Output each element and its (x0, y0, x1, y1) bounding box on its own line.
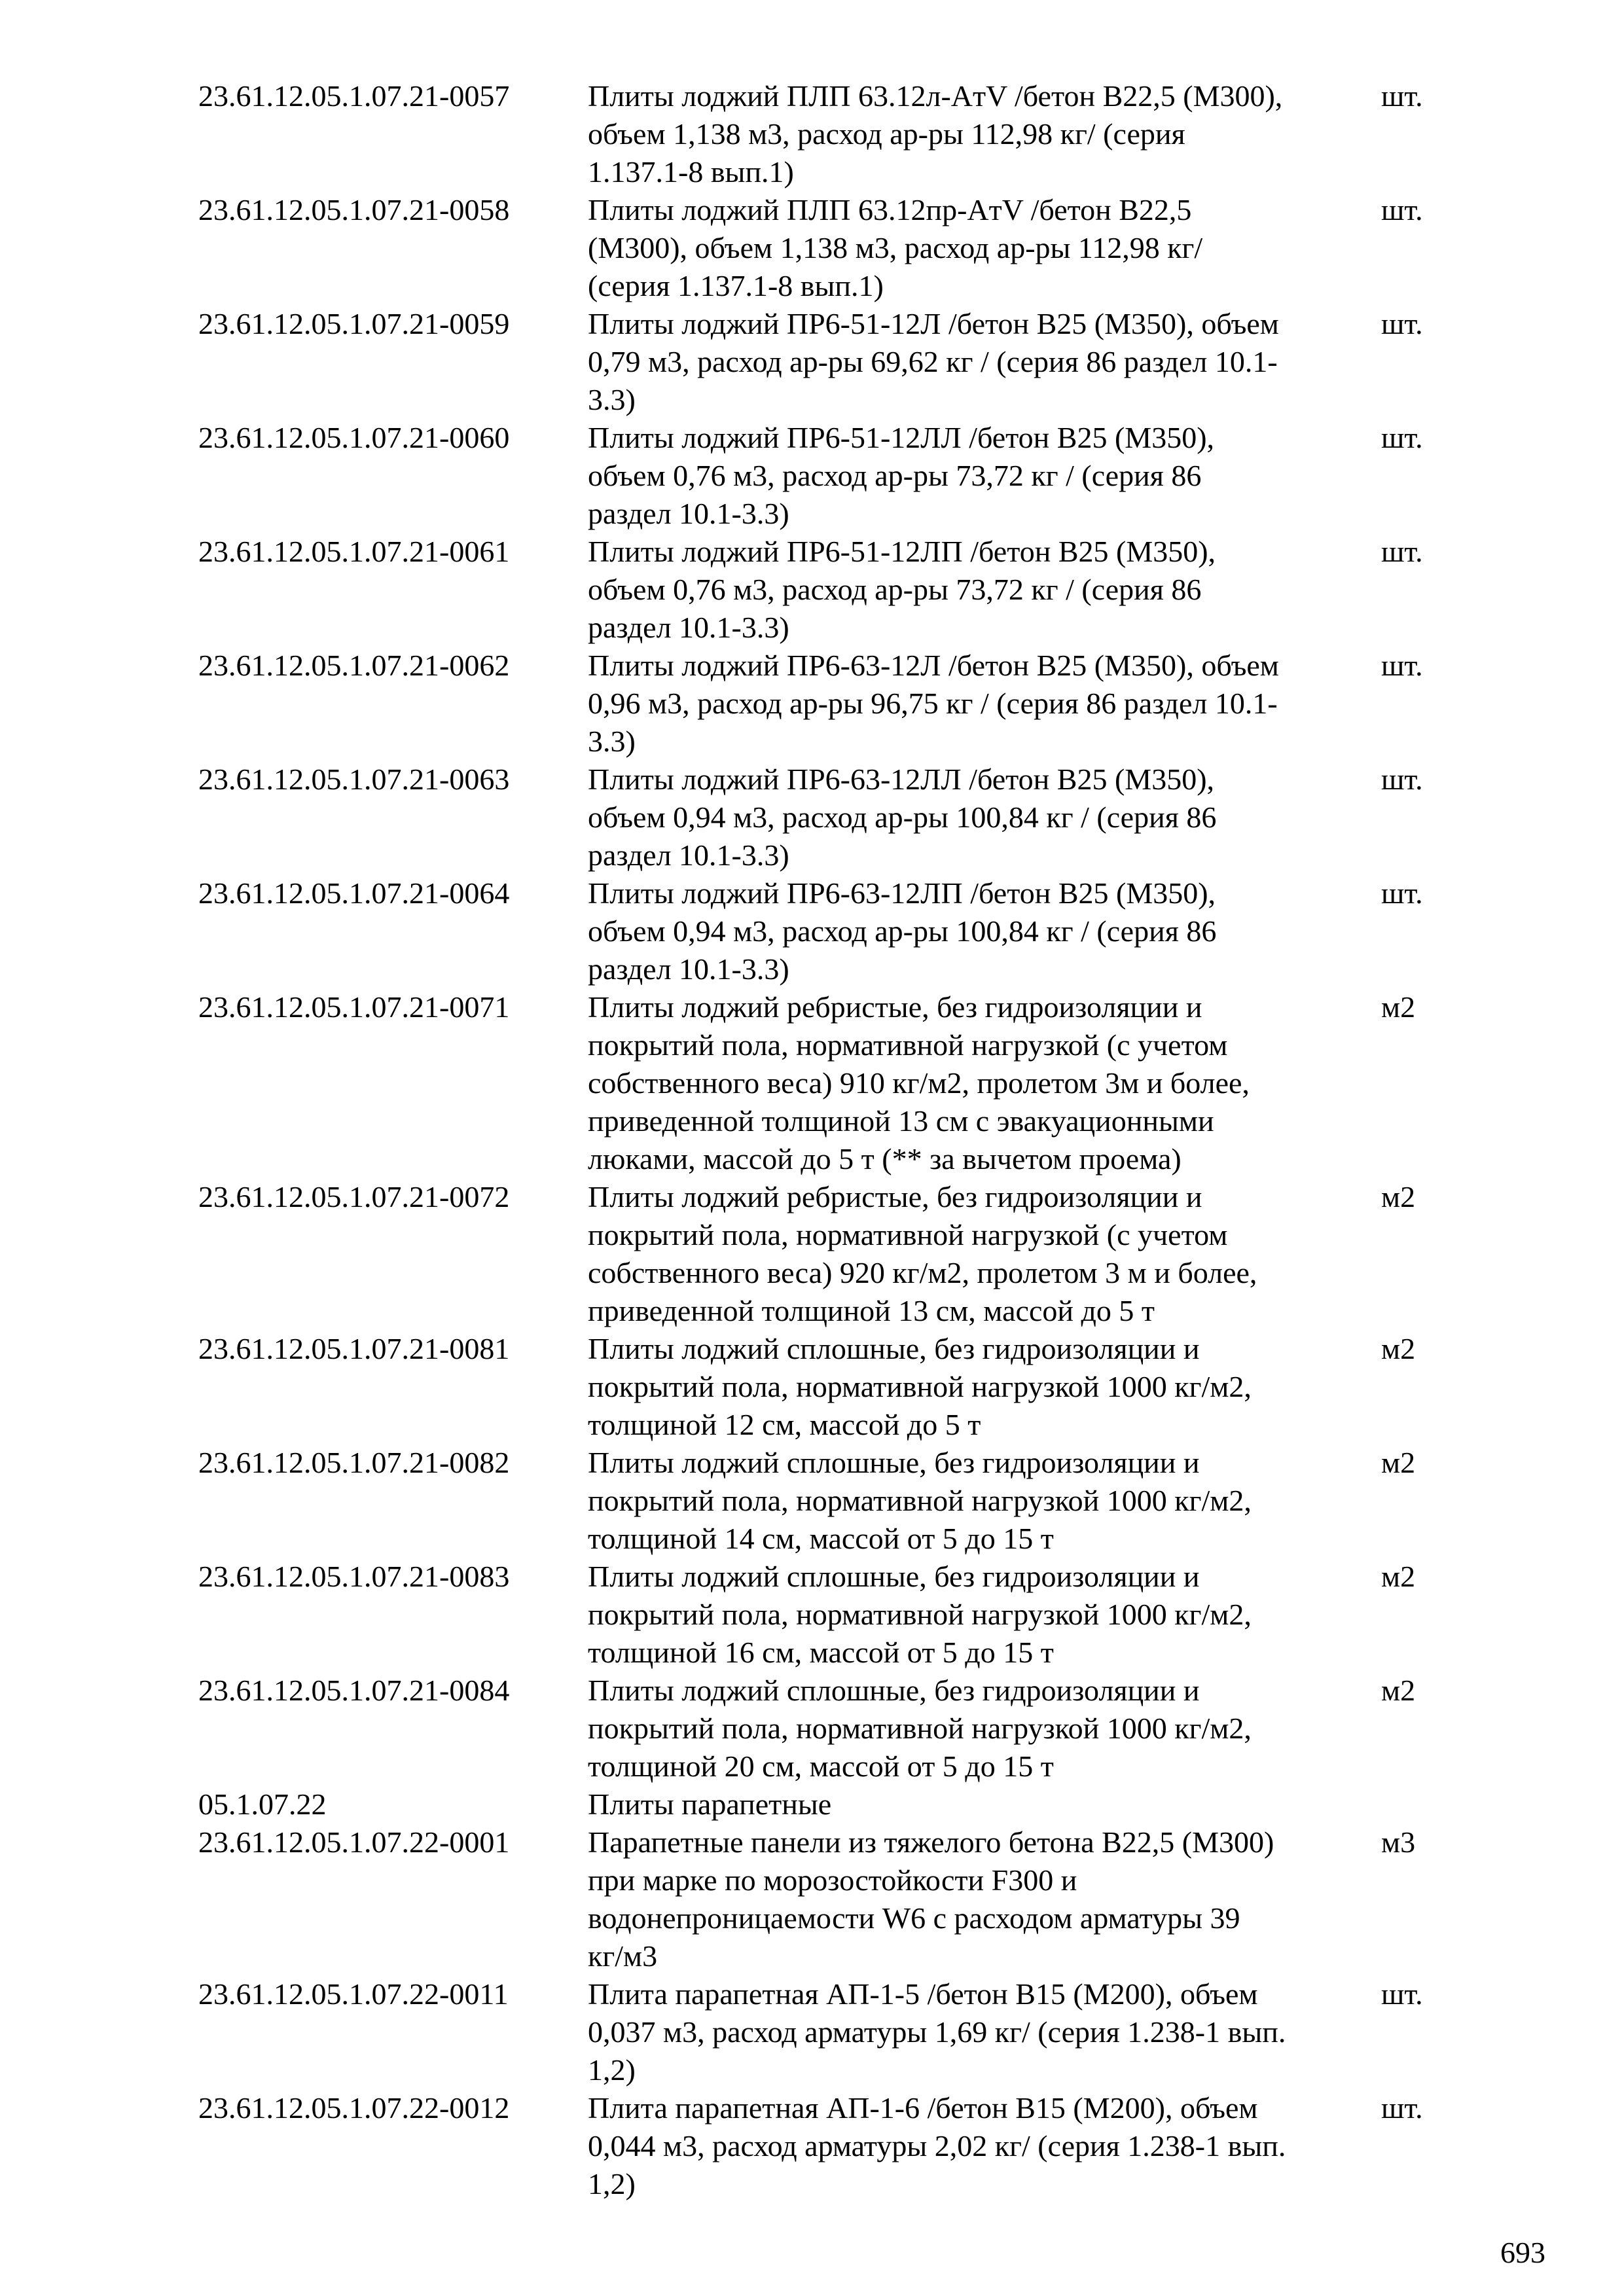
item-description: Плиты лоджий ПЛП 63.12л-AтV /бетон В22,5 (М300), объем 1,138 м3, расход ар-ры 112,98 кг/ (серия 1.137.1-8 вып.1) (588, 79, 1283, 188)
item-unit: шт. (1381, 307, 1423, 340)
table-row (198, 419, 1442, 533)
item-unit: м2 (1381, 990, 1416, 1024)
item-code: 23.61.12.05.1.07.21-0081 (198, 1332, 510, 1365)
item-code: 23.61.12.05.1.07.21-0083 (198, 1560, 510, 1593)
item-unit: шт. (1381, 876, 1423, 910)
table-row (198, 761, 1442, 874)
item-description: Плита парапетная АП-1-5 /бетон В15 (М200), объем 0,037 м3, расход арматуры 1,69 кг/ (серия 1.238-1 вып. 1,2) (588, 1977, 1286, 2087)
table-row (198, 533, 1442, 647)
item-description: Плиты лоджий ПР6-51-12Л /бетон В25 (М350), объем 0,79 м3, расход ар-ры 69,62 кг / (серия 86 раздел 10.1- 3.3) (588, 307, 1279, 416)
item-code: 23.61.12.05.1.07.21-0062 (198, 649, 510, 682)
table-row (198, 1558, 1442, 1672)
item-code: 23.61.12.05.1.07.21-0059 (198, 307, 510, 340)
item-description: Плиты лоджий ПР6-63-12ЛП /бетон В25 (М350), объем 0,94 м3, расход ар-ры 100,84 кг / (серия 86 раздел 10.1-3.3) (588, 876, 1217, 986)
page-number: 693 (1500, 2236, 1545, 2269)
item-unit: м2 (1381, 1446, 1416, 1479)
item-code: 23.61.12.05.1.07.21-0058 (198, 193, 510, 226)
item-description: Плиты лоджий сплошные, без гидроизоляции и покрытий пола, нормативной нагрузкой 1000 кг/м2, толщиной 12 см, массой до 5 т (588, 1332, 1252, 1441)
price-list-table (198, 77, 1442, 2203)
table-row (198, 1330, 1442, 1444)
item-code: 23.61.12.05.1.07.22-0012 (198, 2091, 510, 2125)
item-description: Плиты лоджий сплошные, без гидроизоляции и покрытий пола, нормативной нагрузкой 1000 кг/м2, толщиной 20 см, массой от 5 до 15 т (588, 1674, 1252, 1783)
item-description: Плиты лоджий ПР6-51-12ЛЛ /бетон В25 (М350), объем 0,76 м3, расход ар-ры 73,72 кг / (серия 86 раздел 10.1-3.3) (588, 421, 1215, 530)
section-row (198, 1785, 1442, 1823)
item-unit: шт. (1381, 193, 1423, 226)
item-code: 23.61.12.05.1.07.22-0001 (198, 1825, 510, 1859)
table-row (198, 874, 1442, 988)
table-row (198, 1672, 1442, 1785)
item-description: Плиты лоджий ПР6-63-12Л /бетон В25 (М350), объем 0,96 м3, расход ар-ры 96,75 кг / (серия 86 раздел 10.1- 3.3) (588, 649, 1279, 758)
item-description: Плита парапетная АП-1-6 /бетон В15 (М200), объем 0,044 м3, расход арматуры 2,02 кг/ (серия 1.238-1 вып. 1,2) (588, 2091, 1286, 2200)
item-unit: шт. (1381, 2091, 1423, 2125)
item-description: Плиты лоджий ПР6-63-12ЛЛ /бетон В25 (М350), объем 0,94 м3, расход ар-ры 100,84 кг / (серия 86 раздел 10.1-3.3) (588, 762, 1217, 872)
table-row (198, 77, 1442, 191)
item-description: Плиты лоджий ПР6-51-12ЛП /бетон В25 (М350), объем 0,76 м3, расход ар-ры 73,72 кг / (серия 86 раздел 10.1-3.3) (588, 535, 1216, 644)
table-row (198, 1975, 1442, 2089)
item-unit: м2 (1381, 1332, 1416, 1365)
item-unit: м3 (1381, 1825, 1416, 1859)
item-unit: м2 (1381, 1674, 1416, 1707)
item-unit: шт. (1381, 649, 1423, 682)
section-code: 05.1.07.22 (198, 1787, 327, 1821)
item-code: 23.61.12.05.1.07.21-0064 (198, 876, 510, 910)
item-code: 23.61.12.05.1.07.21-0063 (198, 762, 510, 796)
item-code: 23.61.12.05.1.07.21-0060 (198, 421, 510, 454)
item-unit: шт. (1381, 79, 1423, 113)
table-row (198, 1444, 1442, 1558)
item-description: Плиты лоджий ребристые, без гидроизоляции и покрытий пола, нормативной нагрузкой (с учетом собственного веса) 910 кг/м2, пролетом 3м и более, приведенной толщиной 13 см с эвакуационными люками, массой до 5 т (** за вычетом проема) (588, 990, 1250, 1175)
item-unit: м2 (1381, 1180, 1416, 1213)
item-unit: шт. (1381, 762, 1423, 796)
item-unit: шт. (1381, 421, 1423, 454)
table-row (198, 988, 1442, 1178)
table-row (198, 1178, 1442, 1330)
item-description: Плиты лоджий ребристые, без гидроизоляции и покрытий пола, нормативной нагрузкой (с учетом собственного веса) 920 кг/м2, пролетом 3 м и более, приведенной толщиной 13 см, массой до 5 т (588, 1180, 1257, 1327)
item-code: 23.61.12.05.1.07.21-0072 (198, 1180, 510, 1213)
item-code: 23.61.12.05.1.07.22-0011 (198, 1977, 509, 2011)
item-code: 23.61.12.05.1.07.21-0061 (198, 535, 510, 568)
item-code: 23.61.12.05.1.07.21-0057 (198, 79, 510, 113)
item-unit: м2 (1381, 1560, 1416, 1593)
item-description: Плиты лоджий сплошные, без гидроизоляции и покрытий пола, нормативной нагрузкой 1000 кг/м2, толщиной 16 см, массой от 5 до 15 т (588, 1560, 1252, 1669)
section-title: Плиты парапетные (588, 1787, 832, 1821)
item-description: Плиты лоджий ПЛП 63.12пр-AтV /бетон В22,5 (М300), объем 1,138 м3, расход ар-ры 112,98 кг/ (серия 1.137.1-8 вып.1) (588, 193, 1203, 302)
table-row (198, 2089, 1442, 2203)
item-unit: шт. (1381, 535, 1423, 568)
item-description: Плиты лоджий сплошные, без гидроизоляции и покрытий пола, нормативной нагрузкой 1000 кг/м2, толщиной 14 см, массой от 5 до 15 т (588, 1446, 1252, 1555)
item-unit: шт. (1381, 1977, 1423, 2011)
item-code: 23.61.12.05.1.07.21-0082 (198, 1446, 510, 1479)
table-row (198, 1823, 1442, 1975)
item-code: 23.61.12.05.1.07.21-0084 (198, 1674, 510, 1707)
item-description: Парапетные панели из тяжелого бетона В22,5 (М300) при марке по морозостойкости F300 и водонепроницаемости W6 с расходом арматуры 39 кг/м3 (588, 1825, 1274, 1973)
table-row (198, 191, 1442, 305)
table-row (198, 647, 1442, 761)
table-row (198, 305, 1442, 419)
item-code: 23.61.12.05.1.07.21-0071 (198, 990, 510, 1024)
